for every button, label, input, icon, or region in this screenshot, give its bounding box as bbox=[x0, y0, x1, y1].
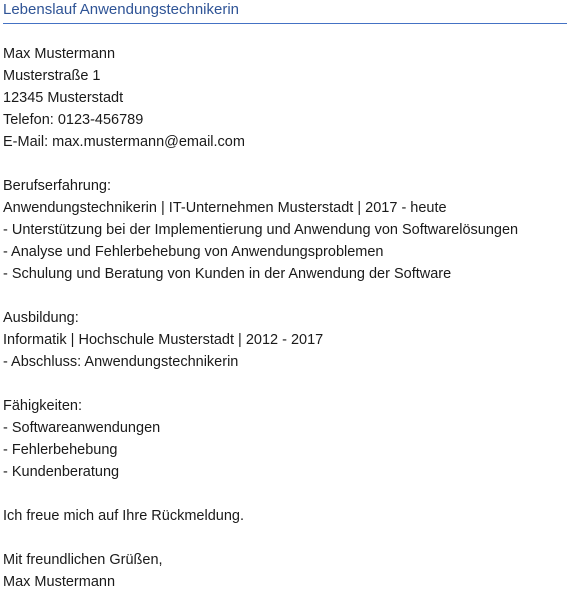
skills-item: - Fehlerbehebung bbox=[3, 442, 118, 458]
education-entry: Informatik | Hochschule Musterstadt | 2012 - 2017 bbox=[3, 332, 324, 348]
experience-item: - Analyse und Fehlerbehebung von Anwendungsproblemen bbox=[3, 244, 384, 260]
skills-heading: Fähigkeiten: bbox=[3, 398, 82, 414]
spacer bbox=[3, 483, 563, 505]
title-underline-rule bbox=[3, 23, 567, 24]
document-body bbox=[3, 43, 563, 593]
experience-heading: Berufserfahrung: bbox=[3, 178, 112, 194]
experience-item: - Schulung und Beratung von Kunden in der Anwendung der Software bbox=[3, 266, 452, 282]
spacer bbox=[3, 373, 563, 395]
contact-city: 12345 Musterstadt bbox=[3, 90, 124, 106]
document-title: Lebenslauf Anwendungstechnikerin bbox=[3, 1, 240, 18]
skills-item: - Kundenberatung bbox=[3, 464, 120, 480]
contact-phone: Telefon: 0123-456789 bbox=[3, 112, 144, 128]
closing-signature: Max Mustermann bbox=[3, 574, 116, 590]
contact-name: Max Mustermann bbox=[3, 46, 116, 62]
contact-street: Musterstraße 1 bbox=[3, 68, 101, 84]
experience-position: Anwendungstechnikerin | IT-Unternehmen Musterstadt | 2017 - heute bbox=[3, 200, 447, 216]
contact-email: E-Mail: max.mustermann@email.com bbox=[3, 134, 245, 150]
closing-message: Ich freue mich auf Ihre Rückmeldung. bbox=[3, 508, 244, 524]
spacer bbox=[3, 527, 563, 549]
closing-greeting: Mit freundlichen Grüßen, bbox=[3, 552, 163, 568]
skills-item: - Softwareanwendungen bbox=[3, 420, 161, 436]
spacer bbox=[3, 285, 563, 307]
education-item: - Abschluss: Anwendungstechnikerin bbox=[3, 354, 239, 370]
education-heading: Ausbildung: bbox=[3, 310, 79, 326]
spacer bbox=[3, 153, 563, 175]
experience-item: - Unterstützung bei der Implementierung und Anwendung von Softwarelösungen bbox=[3, 222, 519, 238]
